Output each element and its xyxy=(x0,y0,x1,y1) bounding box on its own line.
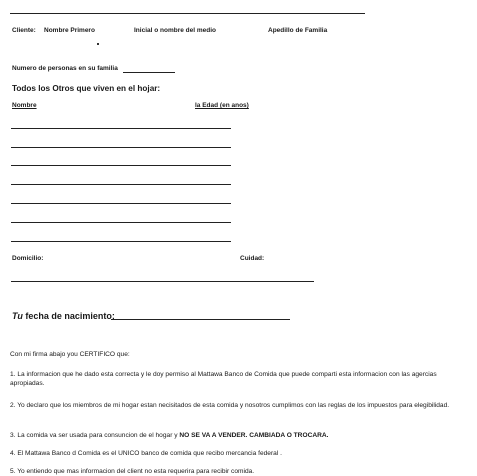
household-count-label: Numero de personas en su familia xyxy=(12,65,118,72)
member-line xyxy=(11,165,231,166)
top-name-line xyxy=(10,13,365,14)
cert-item-4: 4. El Mattawa Banco d Comida es el UNICO banco de comida que recibo mercancia federal . xyxy=(10,450,282,457)
cert-item-5: 5. Yo entiendo que mas informacion del client no esta requerira para recibir comida. xyxy=(10,468,255,475)
birthdate-label xyxy=(12,311,115,321)
cert-item-2: 2. Yo declaro que los miembros de mi hogar estan necisitados de esta comida y nosotros cumplimos con las reglas de los impuestos para elegibilidad. xyxy=(10,402,450,409)
member-line xyxy=(11,203,231,204)
birthdate-tu: Tu xyxy=(12,311,23,321)
age-column-header: la Edad (en anos) xyxy=(195,102,249,109)
others-heading: Todos los Otros que viven en el hojar: xyxy=(12,84,161,93)
birthdate-line xyxy=(111,319,290,320)
domicile-label: Domicilio: xyxy=(12,255,44,262)
last-name-label: Apedillo de Familia xyxy=(268,27,328,34)
member-line xyxy=(11,184,231,185)
cert-item-3: 3. La comida va ser usada para consuncion de el hogar y NO SE VA A VENDER. CAMBIADA O TROCARA. xyxy=(10,432,329,439)
member-line xyxy=(11,241,231,242)
cert-item-1: 1. La informacion que he dado esta correcta y le doy permiso al Mattawa Banco de Comida que puede comparti esta informacion con las agercias apropiadas. xyxy=(10,371,437,387)
member-line xyxy=(11,147,231,148)
middle-name-label: Inicial o nombre del medio xyxy=(134,27,216,34)
member-line xyxy=(11,222,231,223)
household-count-line xyxy=(123,72,175,73)
address-line xyxy=(11,281,314,282)
certification-intro: Con mi firma abajo you CERTIFICO que: xyxy=(10,351,130,358)
first-name-label: Nombre Primero xyxy=(44,27,95,34)
city-label: Cuidad: xyxy=(240,255,265,262)
stray-dot xyxy=(97,43,99,45)
client-label: Cliente: xyxy=(12,27,36,34)
member-line xyxy=(11,128,231,129)
name-column-header: Nombre xyxy=(12,102,37,109)
birthdate-rest: fecha de nacimiento: xyxy=(22,311,115,321)
